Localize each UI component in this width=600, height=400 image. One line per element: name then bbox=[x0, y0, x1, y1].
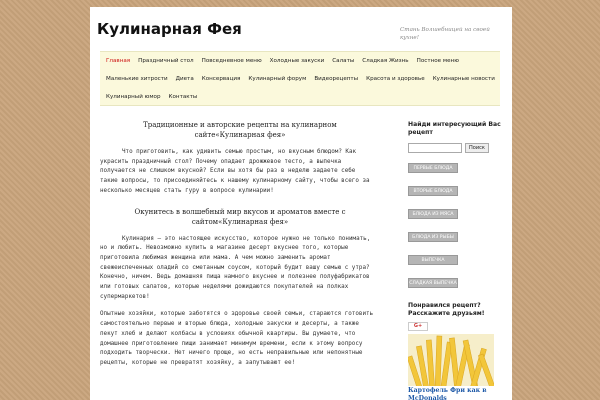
nav-item-holiday-table[interactable]: Праздничный стол bbox=[138, 58, 194, 64]
nav-item-everyday-menu[interactable]: Повседневное меню bbox=[201, 58, 262, 64]
nav-item-salads[interactable]: Салаты bbox=[332, 58, 355, 64]
main-content bbox=[100, 120, 380, 369]
category-pastry[interactable]: ВЫПЕЧКА bbox=[408, 255, 458, 265]
paragraph-housewives: Опытные хозяйки, которые заботятся о здоровье своей семьи, стараются готовить самостоятельно первые и вторые блюда, холодные закуски и десерты, а также пекут хлеб и делают колбасы в условиях обычной квартиры. Вы думаете, что домашнее приготовление пищи занимает минимум времени, если к этому вопросу подходить творчески. Нет ничего проще, но есть неправильные или непонятные рецепты, которые не превратят хозяйку, а запутывают ее! bbox=[100, 311, 374, 366]
category-second-courses[interactable]: ВТОРЫЕ БЛЮДА bbox=[408, 186, 458, 196]
site-header bbox=[90, 7, 512, 49]
nav-item-cold-snacks[interactable]: Холодные закуски bbox=[269, 58, 325, 64]
nav-item-sweet-life[interactable]: Сладкая Жизнь bbox=[362, 58, 409, 64]
section-heading-2: Окунитесь в волшебный мир вкусов и ароматов вместе с сайтом«Кулинарная фея» bbox=[134, 207, 346, 226]
page bbox=[90, 7, 512, 400]
nav-item-humor[interactable]: Кулинарный юмор bbox=[106, 94, 161, 100]
sidebar bbox=[408, 121, 504, 400]
nav-item-video-recipes[interactable]: Видеорецепты bbox=[314, 76, 359, 82]
section-heading-1: Традиционные и авторские рецепты на кулинарном сайте«Кулинарная фея» bbox=[143, 121, 337, 139]
search-input[interactable] bbox=[408, 143, 462, 153]
category-first-courses[interactable]: ПЕРВЫЕ БЛЮДА bbox=[408, 163, 458, 173]
nav-item-canning[interactable]: Консервация bbox=[201, 76, 241, 82]
nav-row-1 bbox=[100, 52, 500, 70]
main-navigation bbox=[100, 51, 500, 106]
nav-item-forum[interactable]: Кулинарный форум bbox=[248, 76, 307, 82]
site-title[interactable]: Кулинарная Фея bbox=[97, 20, 242, 38]
nav-item-home[interactable]: Главная bbox=[106, 58, 131, 64]
featured-recipe-link[interactable]: Картофель Фри как в McDonalds bbox=[408, 387, 487, 400]
nav-item-beauty-health[interactable]: Красота и здоровье bbox=[366, 76, 425, 82]
featured-recipe-image[interactable] bbox=[408, 334, 494, 386]
paragraph-intro: Что приготовить, как удивить семью простым, но вкусным блюдом? Как украсить праздничный стол? Почему опадает дрожжевое тесто, а выпечка получается не слишком вкусной? Если вы хотя бы раз в неделю задаете себе такие вопросы, то присоединяйтесь к нашему кулинарному сайту, чтобы всего за несколько месяцев стать гуру в вопросе кулинарии! bbox=[100, 149, 370, 194]
paragraph-culinary-art: Кулинария – это настоящее искусство, которое нужно не только понимать, но и любить. Невозможно купить в магазине десерт вкуснее того, которые приготовила любимая женщина или мама. А чем можно заменить аромат свежеиспеченных оладий со сметанным соусом, который будит вашу семью с утра? Конечно, ничем. Ведь домашняя пища намного вкуснее и полезнее полуфабрикатов или готовых салатов, которые неделями дожидаются покупателей на полках супермаркетов! bbox=[100, 235, 371, 300]
category-fish-dishes[interactable]: БЛЮДА ИЗ РЫБЫ bbox=[408, 232, 458, 242]
search-button[interactable]: Поиск bbox=[465, 143, 489, 153]
category-meat-dishes[interactable]: БЛЮДА ИЗ МЯСА bbox=[408, 209, 458, 219]
french-fries-image bbox=[408, 334, 494, 386]
nav-item-diet[interactable]: Диета bbox=[175, 76, 194, 82]
nav-row-3 bbox=[100, 88, 500, 106]
nav-item-contacts[interactable]: Контакты bbox=[168, 94, 198, 100]
search-form bbox=[408, 143, 504, 153]
nav-item-little-tricks[interactable]: Маленькие хитрости bbox=[106, 76, 168, 82]
nav-item-news[interactable]: Кулинарные новости bbox=[432, 76, 495, 82]
category-sweet-pastry[interactable]: СЛАДКАЯ ВЫПЕЧКА bbox=[408, 278, 458, 288]
nav-item-lenten-menu[interactable]: Постное меню bbox=[416, 58, 459, 64]
google-plus-share-button[interactable]: G+ bbox=[408, 322, 428, 331]
site-tagline: Стань Волшебницей на своей кухне! bbox=[400, 27, 490, 41]
nav-row-2 bbox=[100, 70, 500, 88]
share-widget-title: Понравился рецепт? Расскажите друзьям! bbox=[408, 302, 485, 317]
search-widget-title: Найди интересующий Вас рецепт bbox=[408, 121, 501, 136]
